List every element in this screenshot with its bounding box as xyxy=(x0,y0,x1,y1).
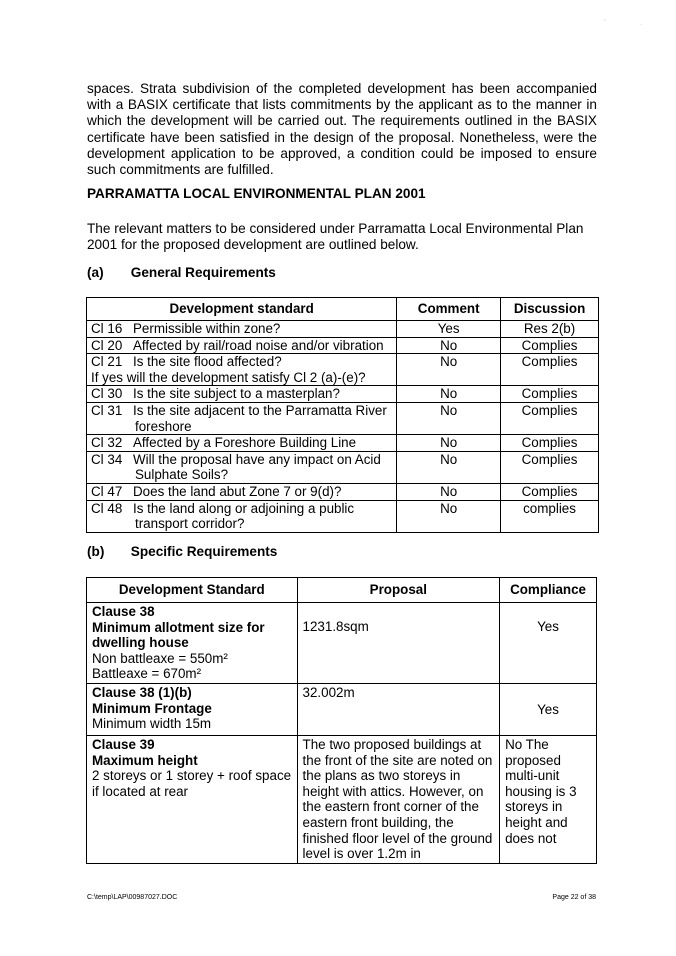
section-b-title: Specific Requirements xyxy=(130,544,278,559)
proposal-cell: 1231.8sqm xyxy=(297,603,500,684)
clause-title: Maximum height xyxy=(92,752,198,768)
clause-number: Cl 16 xyxy=(91,321,123,336)
standard-cell xyxy=(87,402,397,434)
table-row xyxy=(87,321,599,338)
standard-cell xyxy=(87,451,397,483)
requirement-line: Battleaxe = 670m² xyxy=(92,666,202,682)
clause-number: Cl 21 xyxy=(91,354,123,370)
table-header-row xyxy=(87,298,599,321)
standard-cell xyxy=(87,603,298,684)
clause-number: Clause 38 (1)(b) xyxy=(92,684,192,700)
section-a-title: General Requirements xyxy=(130,265,276,280)
comment-cell: Yes xyxy=(397,321,501,338)
comment-cell: No xyxy=(397,500,501,532)
clause-text-continued: If yes will the development satisfy Cl 2 (a)-(e)? xyxy=(91,369,366,385)
clause-text: Is the site adjacent to the Parramatta River xyxy=(133,402,387,418)
footer-page-number: Page 22 of 38 xyxy=(552,894,596,901)
clause-title: Minimum allotment size for dwelling house xyxy=(92,619,265,651)
clause-number: Cl 47 xyxy=(91,483,123,499)
clause-number: Cl 20 xyxy=(91,337,123,353)
discussion-cell: Complies xyxy=(501,483,599,500)
standard-cell xyxy=(87,386,397,403)
clause-text: Is the site subject to a masterplan? xyxy=(133,386,340,402)
discussion-cell: Complies xyxy=(501,451,599,483)
header-development-standard: Development Standard xyxy=(87,578,298,603)
clause-text-continued: transport corridor? xyxy=(135,516,245,532)
discussion-cell: complies xyxy=(501,500,599,532)
section-b-label: (b) xyxy=(87,544,105,559)
header-proposal: Proposal xyxy=(297,578,500,603)
clause-number: Cl 30 xyxy=(91,386,123,402)
table-row xyxy=(87,483,599,500)
lep-paragraph: The relevant matters to be considered under Parramatta Local Environmental Plan 2001 for the proposed development are outlined below. xyxy=(87,221,584,253)
clause-text: Does the land abut Zone 7 or 9(d)? xyxy=(133,483,342,499)
standard-cell xyxy=(87,683,298,735)
table-row xyxy=(87,683,597,735)
table-row xyxy=(87,354,599,386)
standard-cell xyxy=(87,354,397,386)
header-comment: Comment xyxy=(397,298,501,321)
comment-cell: No xyxy=(397,451,501,483)
comment-cell: No xyxy=(397,435,501,452)
compliance-cell: Yes xyxy=(500,603,597,684)
scan-mark: , xyxy=(604,16,606,22)
lep-heading: PARRAMATTA LOCAL ENVIRONMENTAL PLAN 2001 xyxy=(87,186,426,201)
discussion-cell: Complies xyxy=(501,337,599,354)
clause-text-continued: foreshore xyxy=(135,418,192,434)
table-row xyxy=(87,500,599,532)
standard-cell xyxy=(87,483,397,500)
clause-title: Minimum Frontage xyxy=(92,700,212,716)
clause-text: Affected by rail/road noise and/or vibration xyxy=(133,337,384,353)
discussion-cell: Complies xyxy=(501,435,599,452)
comment-cell: No xyxy=(397,354,501,386)
comment-cell: No xyxy=(397,386,501,403)
table-row xyxy=(87,386,599,403)
clause-number: Cl 34 xyxy=(91,451,123,467)
clause-number: Clause 39 xyxy=(92,736,155,752)
comment-cell: No xyxy=(397,483,501,500)
discussion-cell: Complies xyxy=(501,386,599,403)
section-a-heading xyxy=(87,265,276,280)
footer-file-path: C:\temp\LAP\00987027.DOC xyxy=(87,894,178,901)
compliance-cell: Yes xyxy=(500,683,597,735)
standard-cell xyxy=(87,735,298,863)
proposal-cell: 32.002m xyxy=(297,683,500,735)
requirement-line: Non battleaxe = 550m² xyxy=(92,650,228,666)
clause-text: Is the land along or adjoining a public xyxy=(133,500,355,516)
scan-mark: · xyxy=(640,22,642,28)
table-header-row xyxy=(87,578,597,603)
discussion-cell: Res 2(b) xyxy=(501,321,599,338)
comment-cell: No xyxy=(397,337,501,354)
general-requirements-table xyxy=(86,297,599,533)
standard-cell xyxy=(87,321,397,338)
requirement-line: 2 storeys or 1 storey + roof space if located at rear xyxy=(92,768,292,799)
specific-requirements-table xyxy=(86,577,597,864)
clause-text: Will the proposal have any impact on Acid xyxy=(133,451,381,467)
intro-paragraph: spaces. Strata subdivision of the completed development has been accompanied with a BASIX certificate that lists commitments by the applicant as to the manner in which the development will be carried out. The requirements outlined in the BASIX certificate have been satisfied in the design of the proposal. Nonetheless, were the development application to be approved, a condition could be imposed to ensure such commitments are fulfilled. xyxy=(87,81,597,178)
table-row xyxy=(87,402,599,434)
section-a-label: (a) xyxy=(87,265,104,280)
compliance-cell: No The proposed multi-unit housing is 3 storeys in height and does not xyxy=(500,735,597,863)
section-b-heading xyxy=(87,544,277,559)
clause-text: Is the site flood affected? xyxy=(133,354,282,370)
standard-cell xyxy=(87,435,397,452)
comment-cell: No xyxy=(397,402,501,434)
standard-cell xyxy=(87,337,397,354)
clause-text: Permissible within zone? xyxy=(133,321,281,336)
header-development-standard: Development standard xyxy=(87,298,397,321)
table-row xyxy=(87,603,597,684)
clause-number: Clause 38 xyxy=(92,604,155,619)
header-discussion: Discussion xyxy=(501,298,599,321)
clause-text: Affected by a Foreshore Building Line xyxy=(133,435,357,451)
table-row xyxy=(87,337,599,354)
clause-number: Cl 48 xyxy=(91,500,123,516)
standard-cell xyxy=(87,500,397,532)
table-row xyxy=(87,435,599,452)
discussion-cell: Complies xyxy=(501,402,599,434)
clause-number: Cl 32 xyxy=(91,435,123,451)
discussion-cell: Complies xyxy=(501,354,599,386)
header-compliance: Compliance xyxy=(500,578,597,603)
table-row xyxy=(87,451,599,483)
proposal-cell: The two proposed buildings at the front of the site are noted on the plans as two storeys in height with attics. However, on the eastern front corner of the eastern front building, the finished floor level of the ground level is over 1.2m in xyxy=(297,735,500,863)
table-row xyxy=(87,735,597,863)
clause-text-continued: Sulphate Soils? xyxy=(135,467,229,483)
requirement-line: Minimum width 15m xyxy=(92,716,212,732)
clause-number: Cl 31 xyxy=(91,402,123,418)
